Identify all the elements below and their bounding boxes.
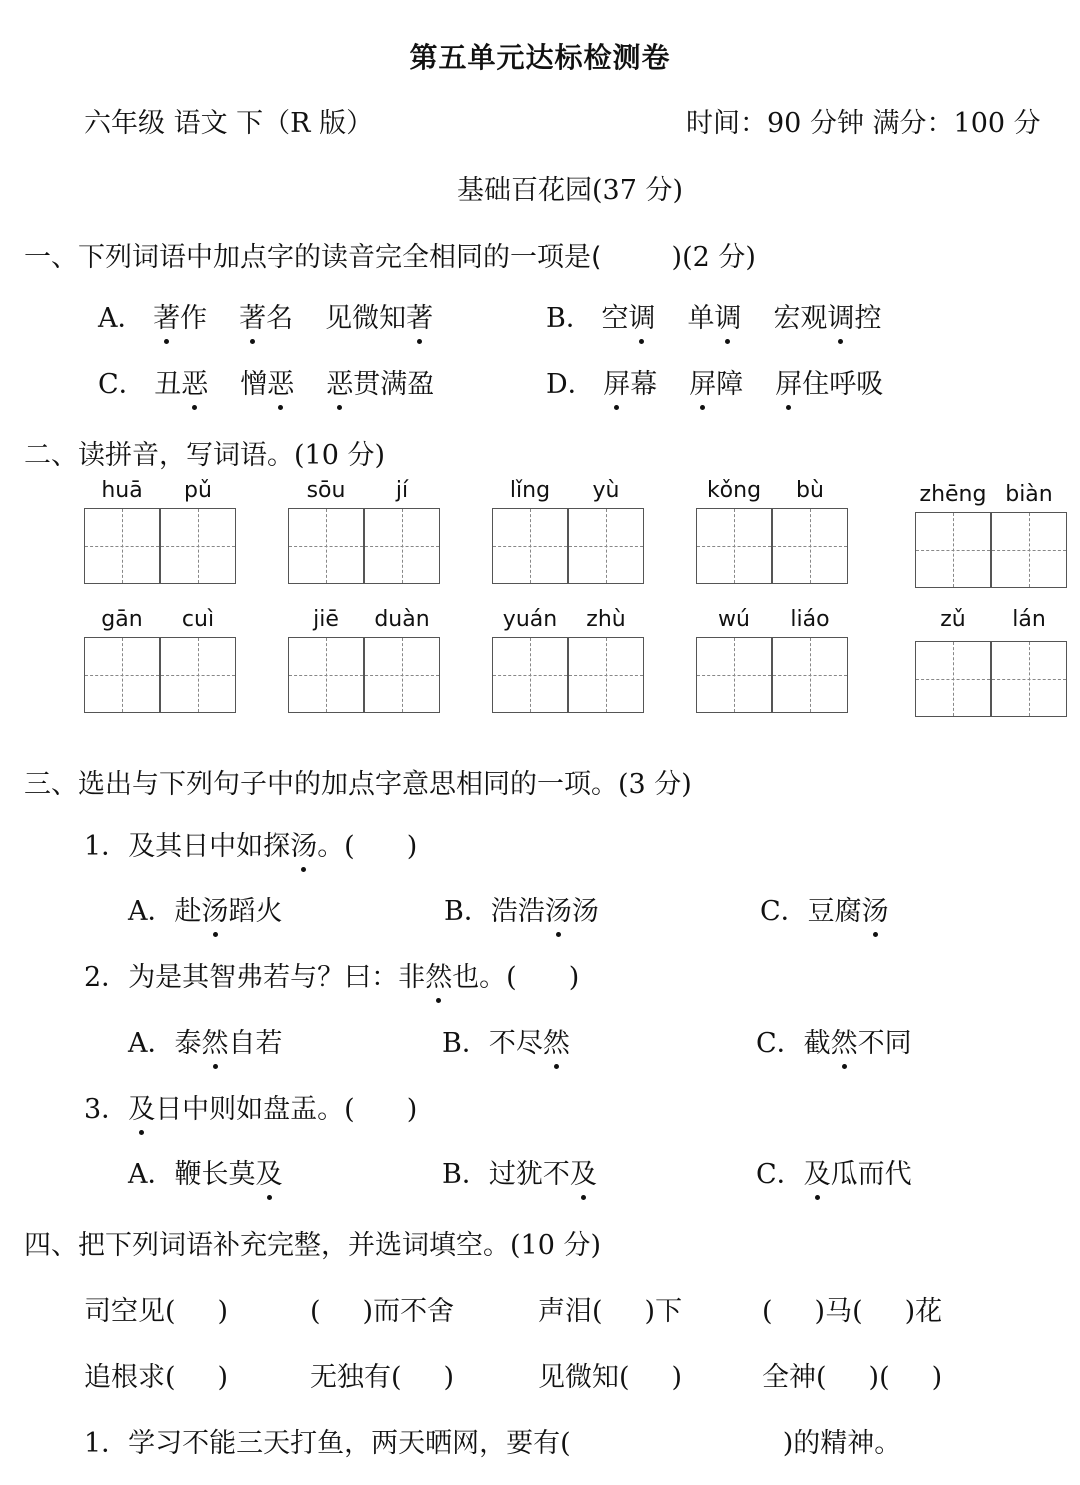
dotted-char: 汤 [290,824,317,863]
pinyin-label: lǐng [509,478,551,503]
writing-grid-box[interactable] [568,508,644,584]
writing-grid-box[interactable] [288,637,364,713]
pinyin-label: yuán [502,607,558,632]
q3-3-option-c: C．及瓜而代 [756,1152,912,1191]
dotted-char: 及 [128,1087,155,1126]
writing-grid-box[interactable] [991,512,1067,588]
question-4-heading: 四、把下列词语补充完整，并选词填空。(10 分) [24,1230,602,1261]
q3-3-option-a: A．鞭长莫及 [128,1152,283,1191]
dotted-char: 及 [804,1152,831,1191]
dotted-char: 屏 [775,362,802,401]
dotted-char: 屏 [603,362,630,401]
q3-item-3: 3．及日中则如盘盂。( ) [84,1087,417,1126]
q3-item-2: 2．为是其智弗若与？曰：非然也。( ) [84,955,579,994]
pinyin-label: jí [395,478,409,503]
dotted-char: 调 [628,296,655,335]
q4-idiom-7: 见微知( ) [538,1362,683,1393]
pinyin-label: yù [592,478,620,503]
pinyin-label: sōu [306,478,346,503]
dotted-char: 然 [831,1021,858,1060]
q3-item-1: 1．及其日中如探汤。( ) [84,824,417,863]
q1-option-a: A． 著作 著名 见微知著 [98,296,433,335]
q3-3-option-b: B．过犹不及 [442,1152,597,1191]
dotted-char: 著 [153,296,180,335]
q4-idiom-5: 追根求( ) [84,1362,229,1393]
writing-grid-box[interactable] [915,641,991,717]
dotted-char: 著 [239,296,266,335]
pinyin-label: zǔ [940,607,966,632]
dotted-char: 调 [714,296,741,335]
dotted-char: 汤 [202,889,229,928]
dotted-char: 恶 [326,362,353,401]
dotted-char: 然 [425,955,452,994]
q3-2-option-c: C．截然不同 [756,1021,912,1060]
q4-idiom-2: ( )而不舍 [310,1296,455,1327]
question-1-heading: 一、下列词语中加点字的读音完全相同的一项是( )(2 分) [24,242,756,273]
pinyin-label: bù [796,478,824,503]
dotted-char: 及 [256,1152,283,1191]
pinyin-label: zhēng [919,482,987,507]
dotted-char: 恶 [181,362,208,401]
question-3-heading: 三、选出与下列句子中的加点字意思相同的一项。(3 分) [24,769,692,800]
writing-grid-box[interactable] [84,637,160,713]
dotted-char: 及 [570,1152,597,1191]
q3-1-option-a: A．赴汤蹈火 [128,889,283,928]
question-2-heading: 二、读拼音，写词语。(10 分) [24,440,386,471]
writing-grid-box[interactable] [288,508,364,584]
page-title: 第五单元达标检测卷 [409,41,671,74]
q3-2-option-b: B．不尽然 [442,1021,570,1060]
writing-grid-box[interactable] [364,637,440,713]
pinyin-label: pǔ [184,478,212,503]
pinyin-label: gān [101,607,143,632]
dotted-char: 恶 [267,362,294,401]
writing-grid-box[interactable] [160,508,236,584]
writing-grid-box[interactable] [492,508,568,584]
q4-idiom-4: ( )马( )花 [762,1296,943,1327]
q1-option-d: D． 屏幕 屏障 屏住呼吸 [546,362,883,401]
q4-idiom-3: 声泪( )下 [538,1296,683,1327]
writing-grid-box[interactable] [772,637,848,713]
writing-grid-box[interactable] [160,637,236,713]
dotted-char: 屏 [689,362,716,401]
writing-grid-box[interactable] [492,637,568,713]
writing-grid-box[interactable] [364,508,440,584]
writing-grid-box[interactable] [84,508,160,584]
dotted-char: 著 [406,296,433,335]
q4-sentence-1: 1．学习不能三天打鱼，两天晒网，要有( )的精神。 [84,1428,902,1459]
q1-option-c: C． 丑恶 憎恶 恶贯满盈 [98,362,434,401]
q3-1-option-c: C．豆腐汤 [760,889,889,928]
grade-subject: 六年级 语文 下（R 版） [84,108,374,139]
q4-idiom-1: 司空见( ) [84,1296,229,1327]
writing-grid-box[interactable] [772,508,848,584]
q3-1-option-b: B．浩浩汤汤 [444,889,599,928]
pinyin-label: biàn [1005,482,1053,507]
writing-grid-box[interactable] [915,512,991,588]
time-score: 时间：90 分钟 满分：100 分 [686,108,1041,139]
pinyin-label: wú [718,607,750,632]
writing-grid-box[interactable] [568,637,644,713]
q4-idiom-8: 全神( )( ) [762,1362,943,1393]
pinyin-label: liáo [790,607,830,632]
q1-option-b: B． 空调 单调 宏观调控 [546,296,881,335]
writing-grid-box[interactable] [696,508,772,584]
dotted-char: 汤 [862,889,889,928]
section-subtitle: 基础百花园(37 分) [456,175,683,206]
dotted-char: 汤 [545,889,572,928]
pinyin-label: kǒng [706,478,762,503]
q3-2-option-a: A．泰然自若 [128,1021,283,1060]
pinyin-label: lán [1012,607,1046,632]
pinyin-label: jiē [313,607,339,632]
dotted-char: 调 [827,296,854,335]
pinyin-label: cuì [181,607,215,632]
dotted-char: 然 [543,1021,570,1060]
writing-grid-box[interactable] [696,637,772,713]
dotted-char: 然 [202,1021,229,1060]
pinyin-label: zhù [586,607,626,632]
pinyin-label: duàn [374,607,430,632]
pinyin-label: huā [101,478,143,503]
q4-idiom-6: 无独有( ) [310,1362,455,1393]
writing-grid-box[interactable] [991,641,1067,717]
